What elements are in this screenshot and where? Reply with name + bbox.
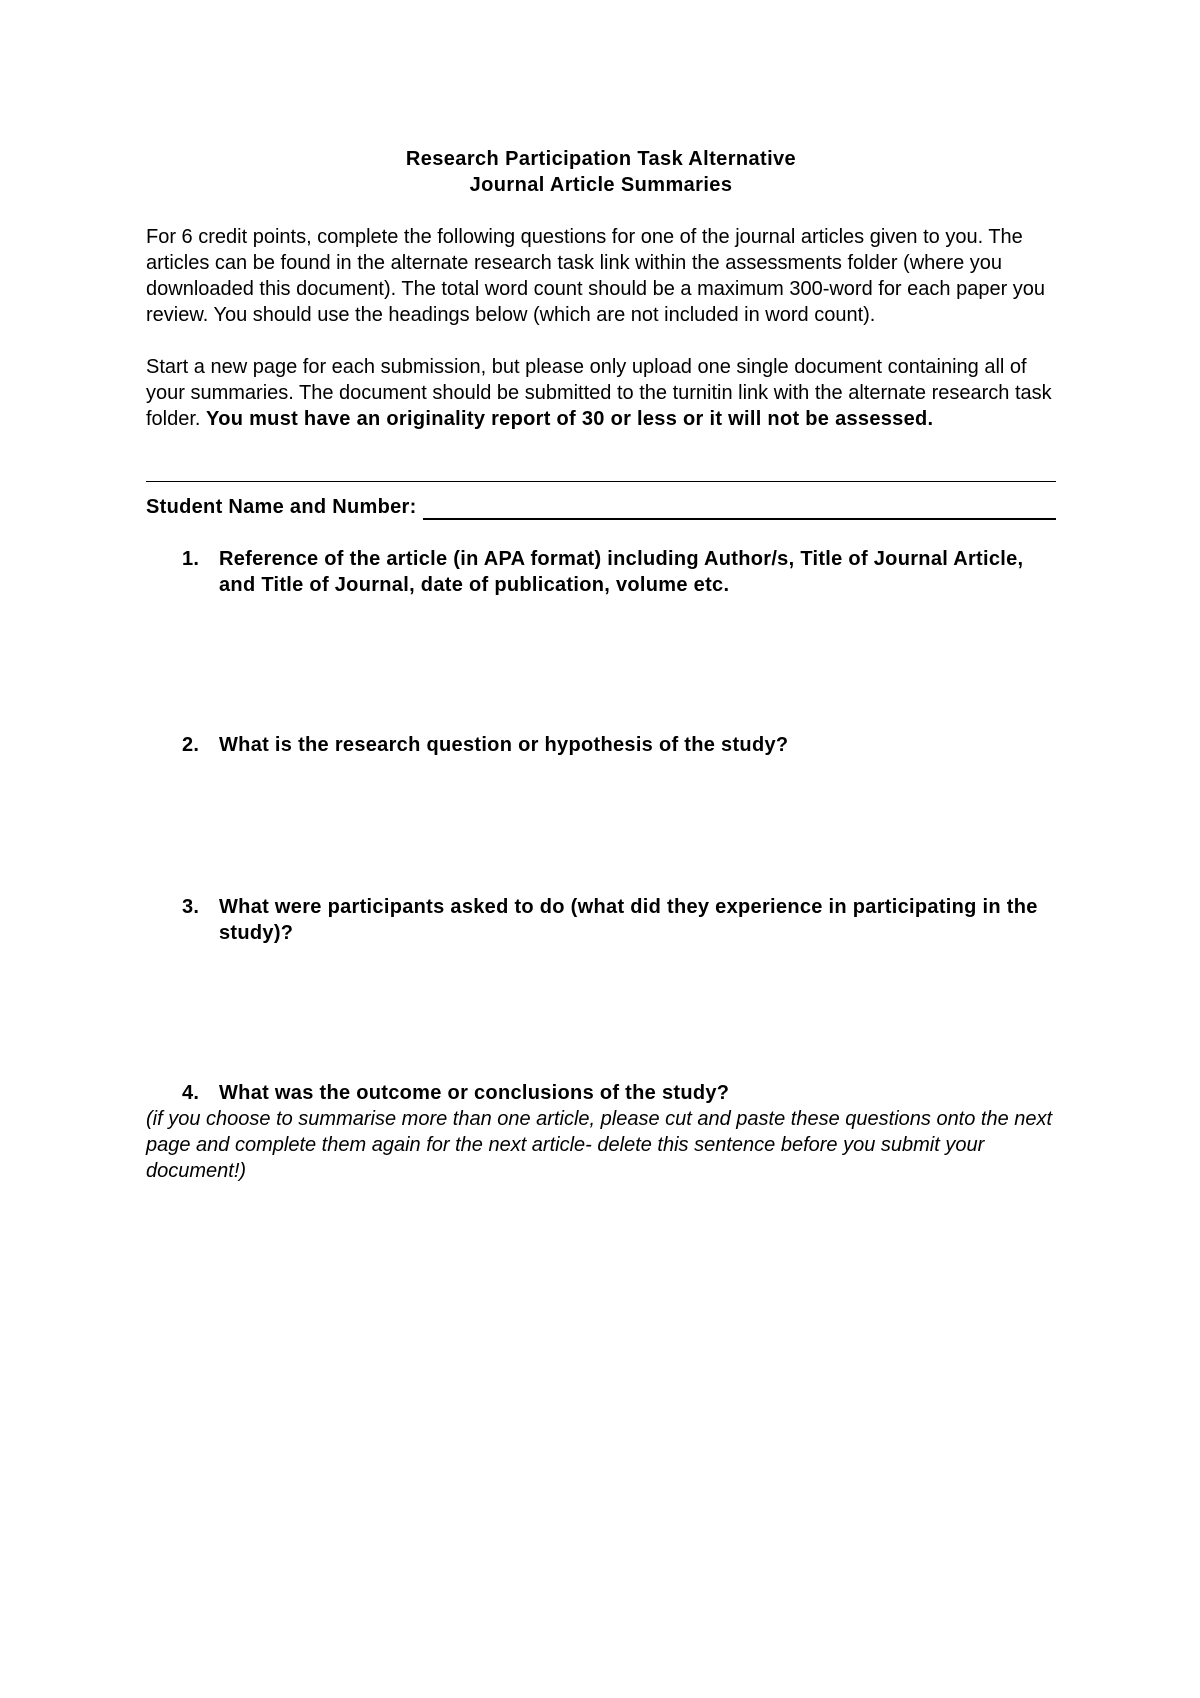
question-text: What is the research question or hypothesis of the study? [219, 734, 789, 756]
submission-paragraph [146, 354, 1056, 432]
question-number: 1. [182, 548, 200, 570]
submission-text: Start a new page for each submission, but please only upload one single document containing all of your summaries. The document should be submitted to the turnitin link with the alternate research task folder. [146, 356, 1052, 430]
document-title [146, 146, 1056, 198]
question-item [146, 546, 1056, 598]
question-list [146, 546, 1056, 1106]
question-item [146, 732, 1056, 758]
horizontal-divider [146, 458, 1056, 484]
question-text: Reference of the article (in APA format) including Author/s, Title of Journal Article, and Title of Journal, date of publication, volume etc. [219, 548, 1024, 596]
title-line-2: Journal Article Summaries [469, 174, 733, 196]
question-text: What was the outcome or conclusions of the study? [219, 1082, 730, 1104]
title-line-1: Research Participation Task Alternative [405, 148, 797, 170]
originality-warning: You must have an originality report of 30 or less or it will not be assessed. [206, 408, 934, 430]
question-number: 2. [182, 734, 200, 756]
question-number: 4. [182, 1082, 200, 1104]
question-number: 3. [182, 896, 200, 918]
document-body [146, 146, 1056, 1184]
closing-note: (if you choose to summarise more than one article, please cut and paste these questions onto the next page and complete them again for the next article- delete this sentence before you submit your document!) [146, 1108, 1053, 1182]
student-name-blank-line[interactable] [423, 498, 1056, 520]
question-item [146, 894, 1056, 946]
student-name-label: Student Name and Number: [146, 496, 417, 518]
student-name-field[interactable] [146, 494, 1056, 520]
question-item [146, 1080, 1056, 1106]
question-text: What were participants asked to do (what did they experience in participating in the study)? [219, 896, 1038, 944]
intro-paragraph: For 6 credit points, complete the following questions for one of the journal articles given to you. The articles can be found in the alternate research task link within the assessments folder (where you downloaded this document). The total word count should be a maximum 300-word for each paper you review. You should use the headings below (which are not included in word count). [146, 226, 1046, 326]
